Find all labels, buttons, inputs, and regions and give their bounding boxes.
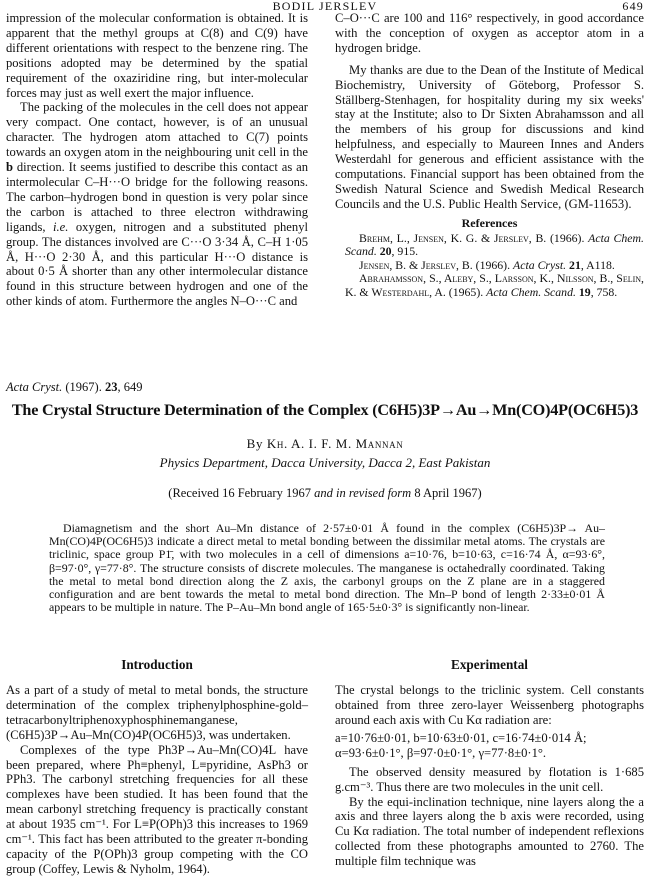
previous-article-left-column	[6, 11, 308, 309]
running-head-author: BODIL JERSLEV	[272, 0, 378, 13]
title-formula: (C6H5)3P→Au→Mn(CO)4P(OC6H5)3	[372, 401, 639, 419]
acknowledgements: My thanks are due to the Dean of the Institute of Medical Biochemistry, University of Göteborg, Professor S. Ställberg-Stenhagen, for hospitality during my six weeks' stay at the Institute; also to Dr Sixten Abrahamsson and all the members of his group for discussions and kind helpfulness, and especially to Maureen Innes and Anders Westerdahl for generous and efficient assistance with the computations. Financial support has been obtained from the Swedish Natural Science and Swedish Medical Research Councils and the U.S. Public Health Service, (GM-11653).	[335, 62, 644, 211]
journal-citation: Acta Cryst. (1967). 23, 649	[6, 380, 143, 394]
author-byline: By Kh. A. I. F. M. Mannan	[246, 436, 404, 451]
paragraph: The crystal belongs to the triclinic system. Cell constants obtained from three zero-layer Weissenberg photographs around each axis with Cu Kα radiation are:	[335, 683, 644, 727]
paragraph: The observed density measured by flotation is 1·685 g.cm⁻³. Thus there are two molecules in the unit cell.	[335, 764, 644, 794]
references-list	[335, 232, 644, 300]
bold-vector-b: b	[6, 160, 14, 175]
reference-item: Jensen, B. & Jerslev, B. (1966). Acta Cryst. 21, A118.	[359, 257, 615, 272]
paragraph: impression of the molecular conformation is obtained. It is apparent that the methyl groups at C(8) and C(9) have different orientations with respect to the benzene ring. The positions adopted may be determined by the spatial requirement of the oxaziridine ring, but inter-molecular forces may just as well exert the major influence.	[6, 11, 308, 100]
paragraph: C–O···C are 100 and 116° respectively, in good accordance with the conception of oxygen as acceptor atom in a hydrogen bridge.	[335, 11, 644, 55]
affiliation: Physics Department, Dacca University, Dacca 2, East Pakistan	[159, 455, 491, 470]
introduction-heading: Introduction	[121, 657, 193, 672]
previous-article-right-column	[335, 11, 644, 300]
references-heading: References	[461, 215, 518, 230]
cell-constants-lengths: a=10·76±0·01, b=10·63±0·01, c=16·74±0·014 Å;	[335, 730, 587, 745]
reference-item: Abrahamsson, S., Aleby, S., Larsson, K., Nilsson, B., Selin, K. & Westerdahl, A. (1965). Acta Chem. Scand. 19, 758.	[345, 271, 644, 300]
paragraph: The packing of the molecules in the cell does not appear very compact. One contact, however, is of an unusual character. The hydrogen atom attached to C(7) points towards an oxygen atom in the neighbouring unit cell in the b direction. It seems justified to describe this contact as an intermolecular C–H···O bridge for the following reasons. The carbon–hydrogen bond in question is very polar since the carbon is attached to three electron withdrawing ligands, i.e. oxygen, nitrogen and a substituted phenyl group. The distances involved are C···O 3·34 Å, C–H 1·05 Å, H···O 2·30 Å, and this particular H···O distance is about 0·5 Å shorter than any other intermolecular distance found in this structure between hydrogen and one of the other kinds of atom. Furthermore the angles N–O···C and	[6, 100, 308, 309]
experimental-column	[335, 683, 644, 869]
article-title: The Crystal Structure Determination of the Complex (C6H5)3P→Au→Mn(CO)4P(OC6H5)3	[11, 401, 639, 419]
author-name: Kh. A. I. F. M. Mannan	[266, 436, 404, 451]
received-dates: (Received 16 February 1967 and in revised form 8 April 1967)	[168, 486, 482, 500]
introduction-column	[6, 683, 308, 877]
cell-constants-angles: α=93·6±0·1°, β=97·0±0·1°, γ=77·8±0·1°.	[335, 745, 547, 760]
abstract	[49, 522, 605, 614]
abstract-text: Diamagnetism and the short Au–Mn distance of 2·57±0·01 Å found in the complex (C6H5)3P→ Au–Mn(CO)4P(OC6H5)3 indicate a direct metal to metal bonding between the dissimilar metal atoms. The crystals are triclinic, space group P1̄, with two molecules in a cell of dimensions a=10·76, b=10·63, c=16·74 Å, α=93·6°, β=97·0°, γ=77·8°. The structure consists of discrete molecules. The manganese is octahedrally coordinated. Taking the metal to metal bond direction along the Z axis, the carbonyl groups on the Z plane are in a staggered configuration and are bent towards the metal to metal bond direction. The Mn–P bond of length 2·33±0·01 Å appears to be multiple in nature. The P–Au–Mn bond angle of 165·5±0·3° is significantly non-linear.	[49, 521, 605, 615]
paragraph: Complexes of the type Ph3P→Au–Mn(CO)4L have been prepared, where Ph≡phenyl, L≡pyridine, AsPh3 or PPh3. The carbonyl stretching frequencies for all these complexes have been studied. It has been found that the mean carbonyl stretching frequency is practically constant at about 1935 cm⁻¹. For L≡P(OPh)3 this increases to 1969 cm⁻¹. This fact has been attributed to the greater π-bonding capacity of the P(OPh)3 group competing with the CO group (Coffey, Lewis & Nyholm, 1964).	[6, 742, 308, 876]
page-number: 649	[622, 0, 644, 13]
paragraph: By the equi-inclination technique, nine layers along the a axis and three layers along the b axis were recorded, using Cu Kα radiation. The total number of independent reflexions collected from these photographs amounted to 2760. The multiple film technique was	[335, 794, 644, 869]
experimental-heading: Experimental	[451, 657, 528, 672]
reference-item: Brehm, L., Jensen, K. G. & Jerslev, B. (1966). Acta Chem. Scand. 20, 915.	[345, 230, 644, 259]
paragraph: As a part of a study of metal to metal bonds, the structure determination of the complex triphenylphosphine-gold–tetracarbonyltriphenoxyphosphinemanganese, (C6H5)3P→Au–Mn(CO)4P(OC6H5)3, was undertaken.	[6, 683, 308, 742]
